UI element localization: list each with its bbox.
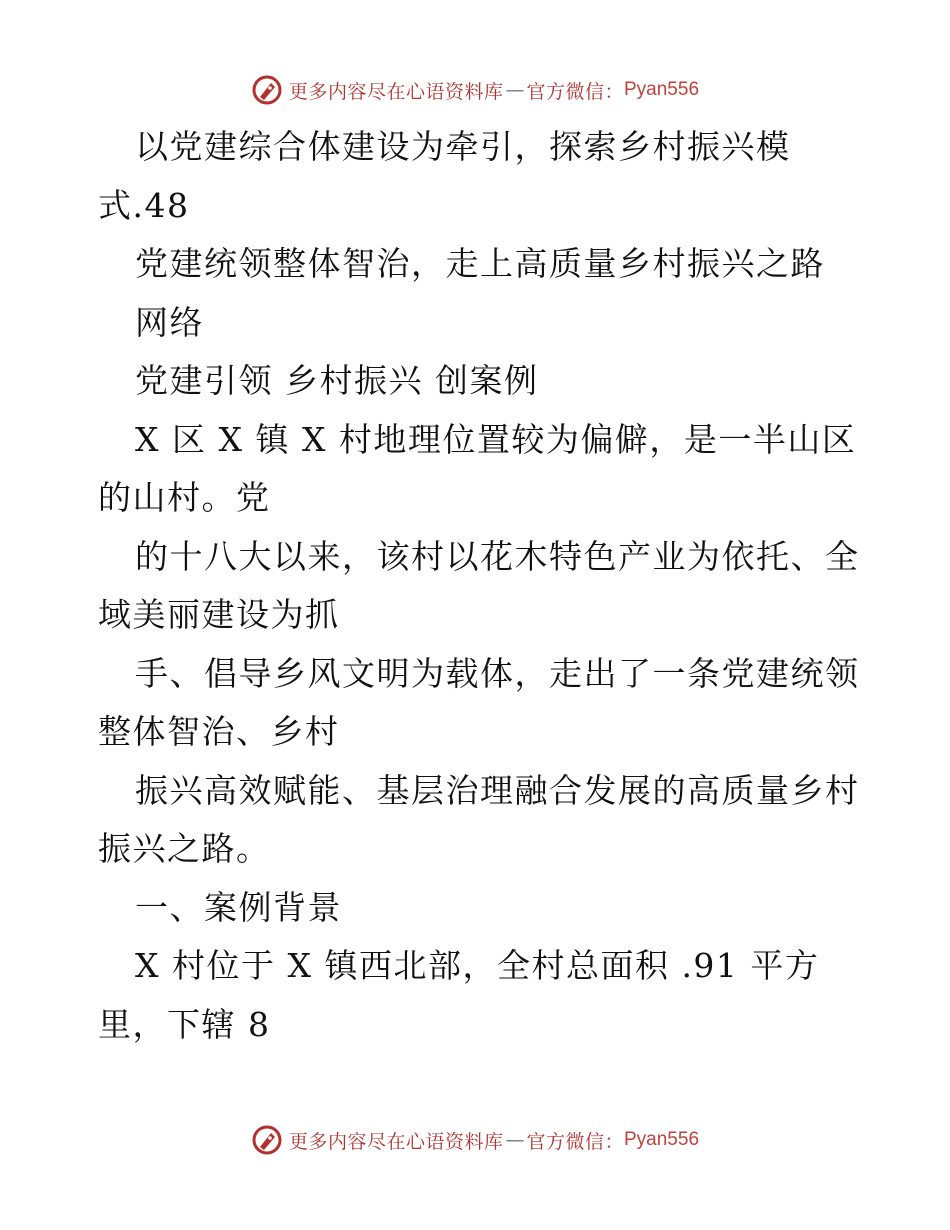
text-line: 党建引领 乡村振兴 创案例 (135, 361, 539, 400)
watermark-wechat-label: 官方微信： (526, 80, 624, 103)
watermark-header (0, 70, 950, 110)
watermark-footer (0, 1120, 950, 1160)
text-line: 的十八大以来，该村以花木特色产业为依托、全 (135, 536, 860, 576)
text-line: 域美丽建设为抓 (98, 595, 340, 634)
document-body (98, 118, 858, 1054)
watermark-separator: — (505, 79, 525, 101)
watermark-separator: — (505, 1129, 525, 1151)
watermark-main-text: 更多内容尽在心语资料库 (288, 80, 504, 103)
text-line: 网络 (135, 302, 204, 342)
text-line: 的山村。党 (98, 478, 271, 517)
watermark-main-text: 更多内容尽在心语资料库 (288, 1130, 504, 1153)
text-line: 手、倡导乡风文明为载体，走出了一条党建统领 (135, 653, 860, 693)
text-line: 振兴之路。 (98, 829, 271, 868)
text-line: 整体智治、乡村 (98, 712, 340, 751)
text-line: 党建统领整体智治，走上高质量乡村振兴之路 (135, 244, 825, 283)
text-line: 式.48 (98, 185, 190, 225)
watermark-handle: Pyan556 (624, 79, 700, 100)
watermark-wechat-label: 官方微信： (526, 1130, 624, 1153)
watermark-handle: Pyan556 (624, 1129, 700, 1150)
pen-nib-logo-icon (251, 1124, 283, 1156)
text-line: 里，下辖 8 (98, 1004, 271, 1044)
text-line: X 村位于 X 镇西北部，全村总面积 .91 平方 (135, 946, 820, 985)
text-line: 一、案例背景 (135, 887, 342, 927)
text-line: X 区 X 镇 X 村地理位置较为偏僻，是一半山区 (135, 419, 857, 459)
text-line: 以党建综合体建设为牵引，探索乡村振兴模 (135, 127, 791, 166)
text-line: 振兴高效赋能、基层治理融合发展的高质量乡村 (135, 770, 860, 810)
pen-nib-logo-icon (251, 74, 283, 106)
